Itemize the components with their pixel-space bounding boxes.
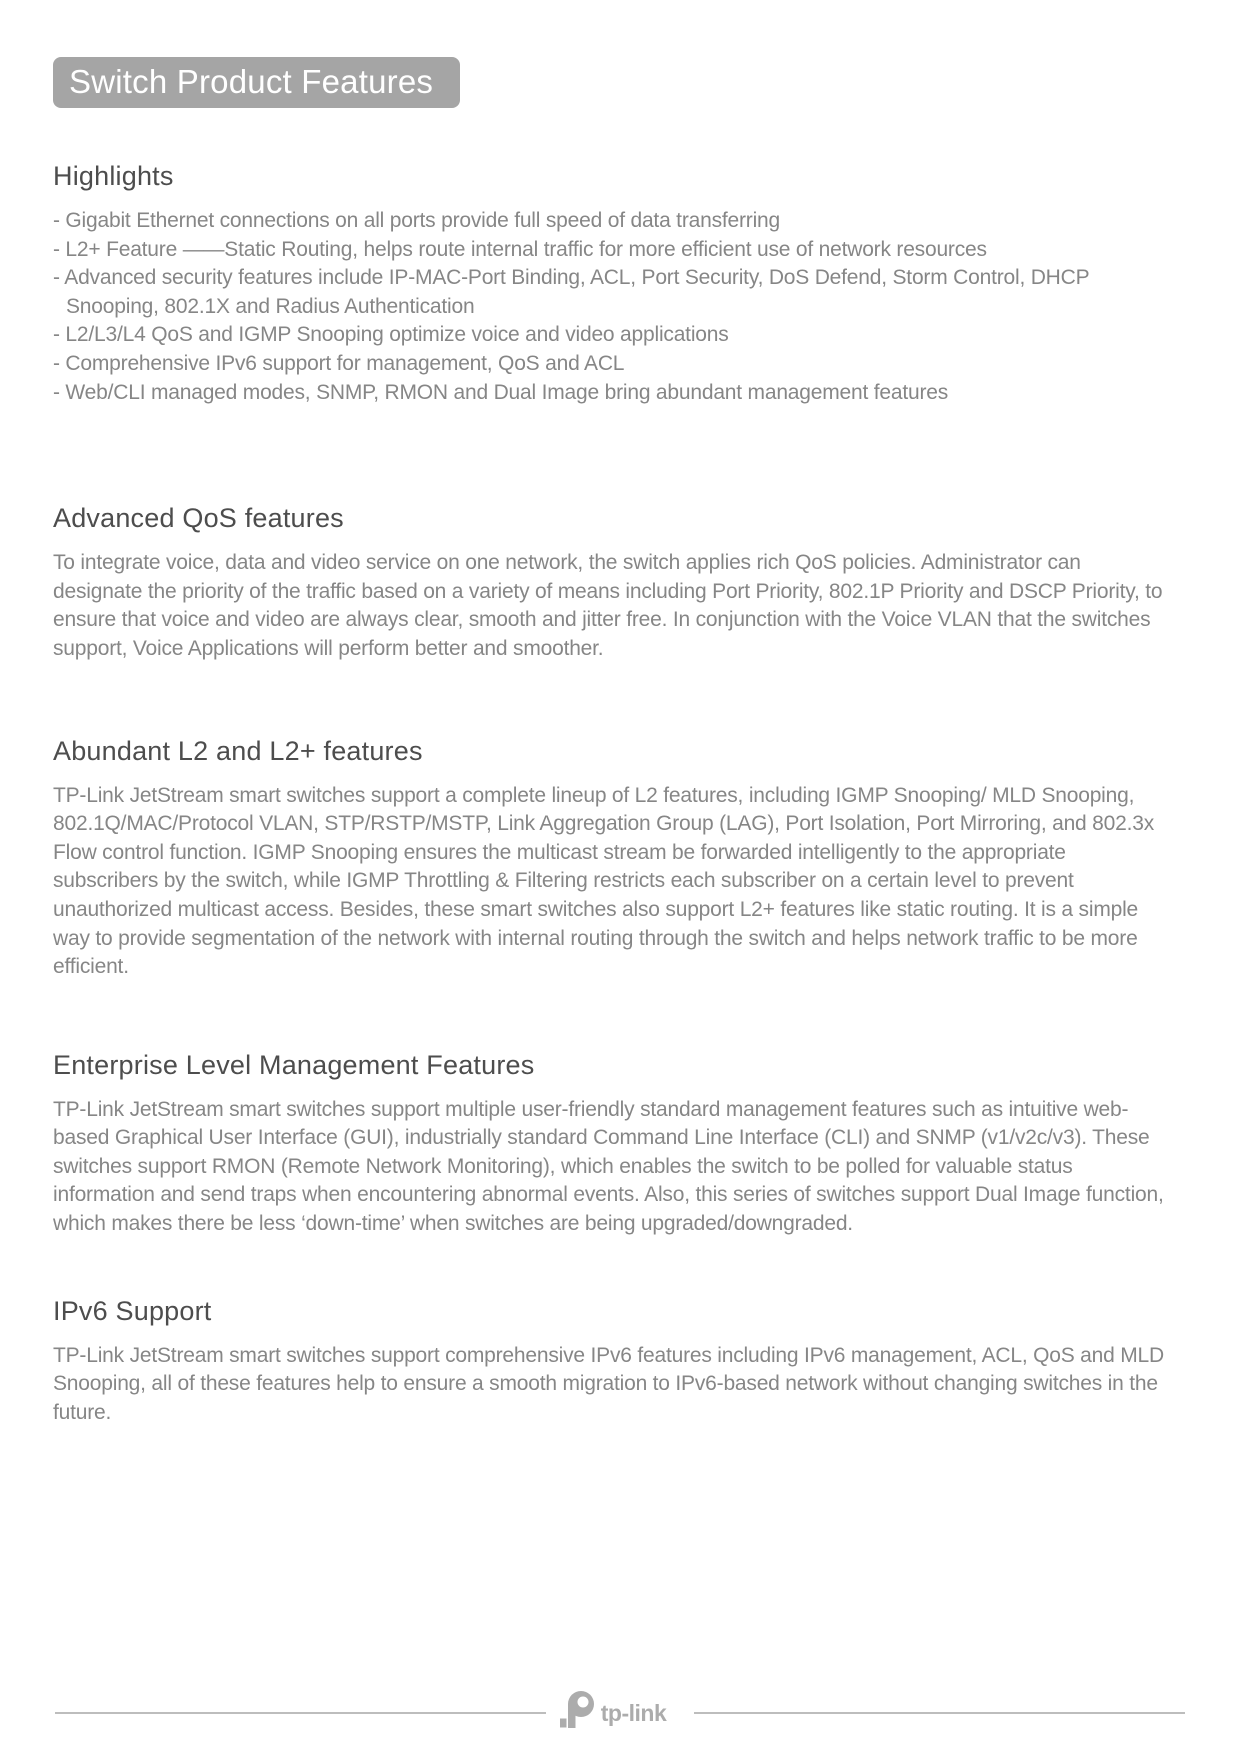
- highlights-list: [53, 207, 1164, 407]
- section-l2-features: [53, 736, 1164, 982]
- section-heading-l2: Abundant L2 and L2+ features: [53, 735, 423, 766]
- page-title: Switch Product Features: [69, 63, 434, 100]
- section-heading-qos: Advanced QoS features: [53, 503, 344, 534]
- highlight-item: - Comprehensive IPv6 support for management, QoS and ACL: [53, 351, 625, 375]
- section-management: [53, 1050, 1164, 1239]
- highlight-item: - Gigabit Ethernet connections on all ports provide full speed of data transferring: [53, 209, 780, 232]
- highlight-item: - L2/L3/L4 QoS and IGMP Snooping optimize voice and video applications: [53, 323, 729, 347]
- qos-paragraph: To integrate voice, data and video service on one network, the switch applies rich QoS policies. Administrator can designate the priority of the traffic based on a variety of means including Port Priority, 802.1P Priority and DSCP Priority, to ensure that voice and video are always clear, smooth and jitter free. In conjunction with the Voice VLAN that the switches support, Voice Applications will perform better and smoother.: [53, 551, 1163, 660]
- section-heading-management: Enterprise Level Management Features: [53, 1049, 535, 1080]
- highlight-item: - L2+ Feature ——Static Routing, helps route internal traffic for more efficient use of network resources: [53, 237, 987, 261]
- footer-rule-left: [55, 1712, 546, 1714]
- title-badge: [53, 57, 460, 108]
- section-highlights: [53, 161, 1164, 407]
- footer-rule-right: [694, 1712, 1185, 1714]
- footer: [55, 1686, 1185, 1740]
- ipv6-paragraph: TP-Link JetStream smart switches support comprehensive IPv6 features including IPv6 management, ACL, QoS and MLD Snooping, all of these features help to ensure a smooth migration to IPv6-based network without changing switches in the future.: [53, 1343, 1164, 1424]
- l2-paragraph: TP-Link JetStream smart switches support a complete lineup of L2 features, including IGMP Snooping/ MLD Snooping, 802.1Q/MAC/Protocol VLAN, STP/RSTP/MSTP, Link Aggregation Group (LAG), Port Isolation, Port Mirroring, and 802.3x Flow control function. IGMP Snooping ensures the multicast stream be forwarded intelligently to the appropriate subscribers by the switch, while IGMP Throttling & Filtering restricts each subscriber on a certain level to prevent unauthorized multicast access. Besides, these smart switches also support L2+ features like static routing. It is a simple way to provide segmentation of the network with internal routing through the switch and helps network traffic to be more efficient.: [53, 783, 1155, 979]
- highlight-item: - Web/CLI managed modes, SNMP, RMON and Dual Image bring abundant management features: [53, 380, 949, 404]
- highlight-item: - Advanced security features include IP-MAC-Port Binding, ACL, Port Security, DoS Defend, Storm Control, DHCP Snooping, 802.1X and Radius Authentication: [53, 266, 1090, 318]
- section-ipv6: [53, 1296, 1164, 1428]
- section-advanced-qos: [53, 503, 1164, 663]
- content: [0, 161, 1240, 1427]
- section-heading-ipv6: IPv6 Support: [53, 1295, 212, 1326]
- management-paragraph: TP-Link JetStream smart switches support multiple user-friendly standard management features such as intuitive web-based Graphical User Interface (GUI), industrially standard Command Line Interface (CLI) and SNMP (v1/v2c/v3). These switches support RMON (Remote Network Monitoring), which enables the switch to be polled for valuable status information and send traps when encountering abnormal events. Also, this series of switches support Dual Image function, which makes there be less ‘down-time’ when switches are being upgraded/downgraded.: [53, 1097, 1164, 1236]
- section-heading-highlights: Highlights: [53, 161, 174, 191]
- tplink-logo: [560, 1690, 667, 1736]
- tplink-wordmark: tp-link: [600, 1699, 667, 1726]
- tplink-logo-icon: [560, 1690, 594, 1736]
